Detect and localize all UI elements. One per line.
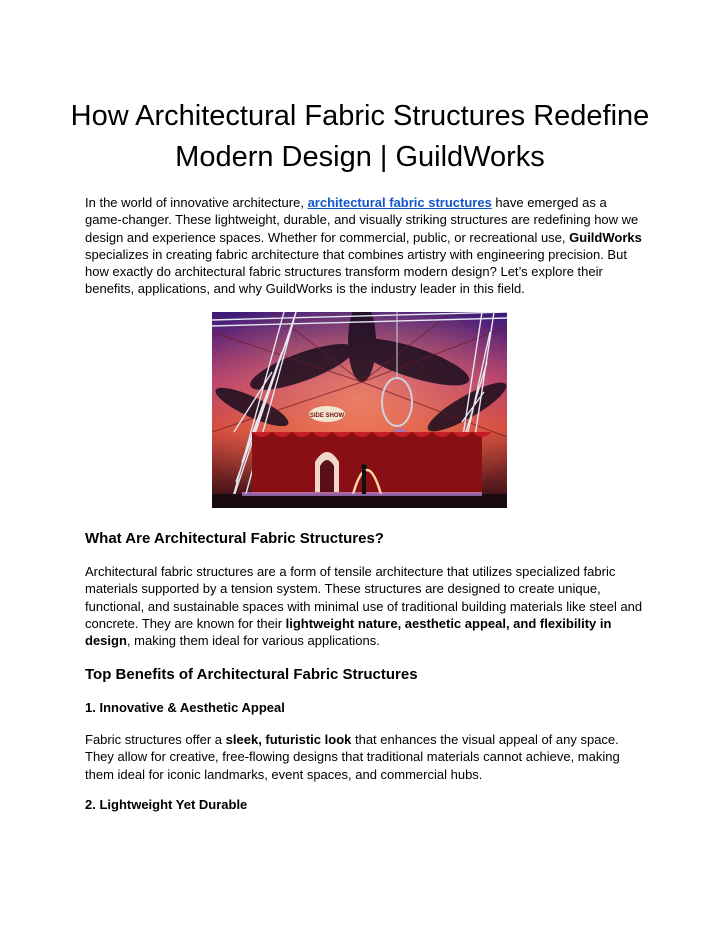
section-heading-what-are: What Are Architectural Fabric Structures? xyxy=(85,530,384,547)
intro-brand: GuildWorks xyxy=(569,229,642,245)
intro-text-start: In the world of innovative architecture, xyxy=(85,195,308,210)
section1-bold-text: lightweight nature, aesthetic appeal, and flexibility in design xyxy=(85,615,612,649)
section1-text-start: Architectural fabric structures are a form of tensile architecture that utilizes specialized fabric materials supported by a tension system. These structures are designed to create unique, functional, and sustainable spaces with minimal use of traditional building materials like steel and concrete. They are known for their xyxy=(85,564,643,631)
benefit-1-text-start: Fabric structures offer a xyxy=(85,732,226,747)
intro-text-middle: have emerged as a game-changer. These lightweight, durable, and visually striking structures are redefining how we design and experience spaces. Whether for commercial, public, or recreational use, xyxy=(85,195,639,245)
benefit-1-paragraph xyxy=(85,731,645,783)
intro-text-end: specializes in creating fabric architecture that combines artistry with engineering precision. But how exactly do architectural fabric structures transform modern design? Let’s explore their benefits, applications, and why GuildWorks is the industry leader in this field. xyxy=(85,246,627,297)
benefit-1-heading: 1. Innovative & Aesthetic Appeal xyxy=(85,700,285,715)
tent-interior-photo xyxy=(212,312,507,508)
intro-paragraph xyxy=(85,194,645,298)
benefit-1-text-end: that enhances the visual appeal of any space. They allow for creative, free-flowing designs that traditional materials cannot achieve, making them ideal for iconic landmarks, event spaces, and commercial hubs. xyxy=(85,732,620,782)
section-heading-top-benefits: Top Benefits of Architectural Fabric Structures xyxy=(85,666,418,683)
section1-text-end: , making them ideal for various applications. xyxy=(126,633,380,649)
side-show-sign: SIDE SHOW xyxy=(309,413,345,419)
benefit-1-bold-text: sleek, futuristic look xyxy=(225,732,352,747)
benefit-2-heading: 2. Lightweight Yet Durable xyxy=(85,797,248,812)
page-title: How Architectural Fabric Structures Redefine Modern Design | GuildWorks xyxy=(70,100,650,173)
section1-paragraph xyxy=(85,563,645,649)
architectural-fabric-structures-link[interactable]: architectural fabric structures xyxy=(307,195,492,210)
